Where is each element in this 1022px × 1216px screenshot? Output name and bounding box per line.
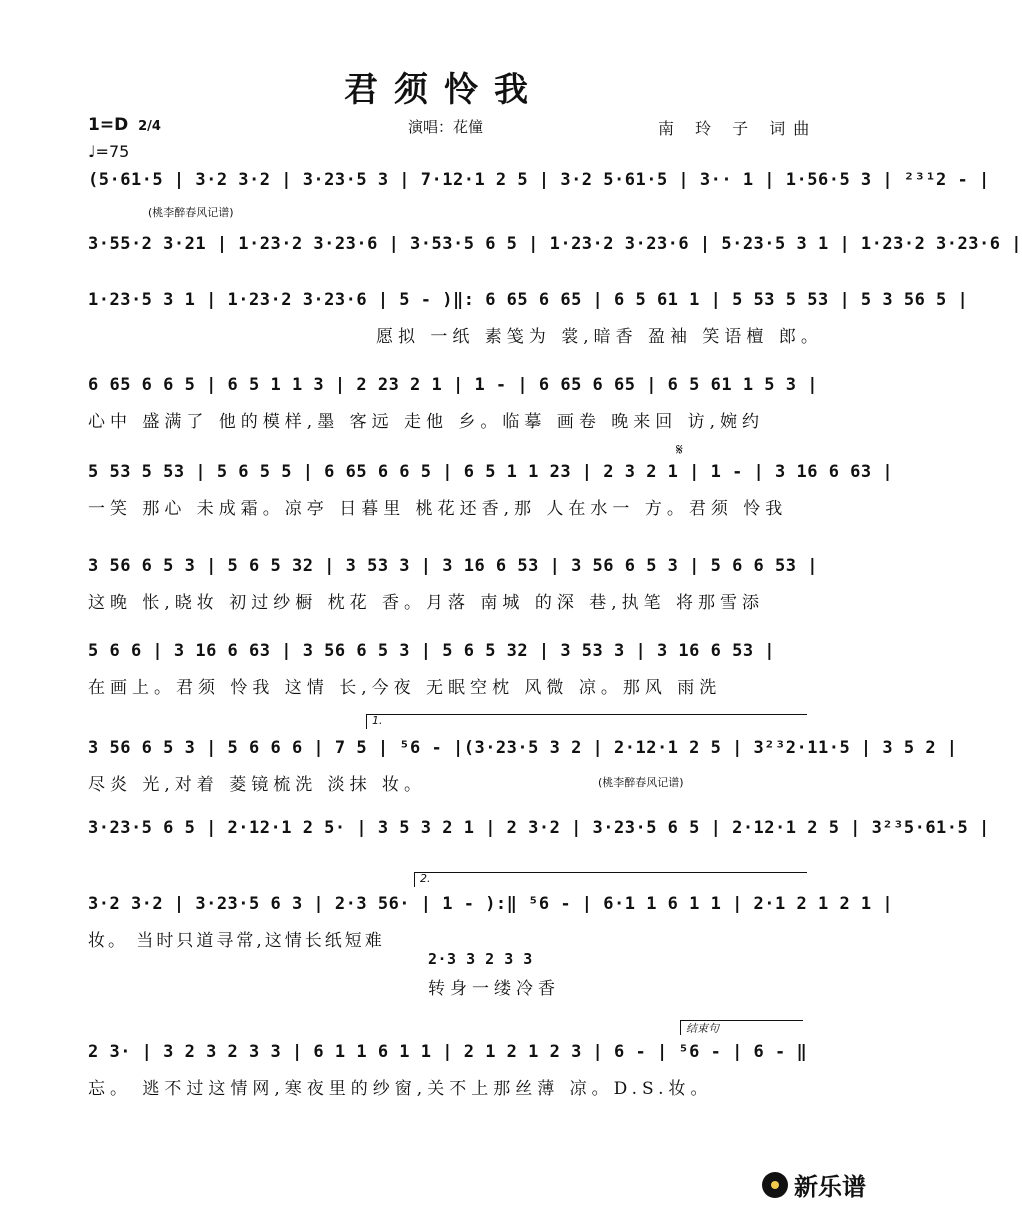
score-system-5 <box>88 440 894 522</box>
lyric-line: 一笑 那心 未成霜。凉亭 日暮里 桃花还香,那 人在水一 方。君须 怜我 <box>88 499 788 519</box>
notation-line: 3 56 6 5 3 | 5 6 5 32 | 3 53 3 | 3 16 6 53 | 3 56 6 5 3 | 5 6 6 53 | <box>88 556 818 576</box>
lyric-line: 尽炎 光,对着 菱镜梳洗 淡抹 妆。 <box>88 775 427 795</box>
notation-line: 3·2 3·2 | 3·23·5 6 3 | 2·3 56· | 1 - ):‖ ⁵6 - | 6·1 1 6 1 1 | 2·1 2 1 2 1 | <box>88 894 894 914</box>
volta-bracket-2 <box>414 872 807 887</box>
volta-label-1: 1. <box>372 714 383 727</box>
transcriber-note: (桃李醉春风记谱) <box>598 776 684 789</box>
page-title: 君须怜我 <box>344 70 544 110</box>
lyric-line: 心中 盛满了 他的模样,墨 客远 走他 乡。临摹 画卷 晚来回 访,婉约 <box>88 412 765 432</box>
score-system-10 <box>88 872 894 999</box>
score-system-6 <box>88 556 818 616</box>
lyric-line: 在画上。君须 怜我 这情 长,今夜 无眠空枕 风微 凉。那风 雨洗 <box>88 678 722 698</box>
score-system-3 <box>88 290 969 350</box>
ending-label: 结束句 <box>686 1022 719 1035</box>
notation-line: 5 6 6 | 3 16 6 63 | 3 56 6 5 3 | 5 6 5 32 | 3 53 3 | 3 16 6 53 | <box>88 641 776 661</box>
notation-line: 3 56 6 5 3 | 5 6 6 6 | 7 5 | ⁵6 - |(3·23·5 3 2 | 2·12·1 2 5 | 3²³2·11·5 | 3 5 2 | <box>88 738 958 758</box>
notation-line: 6 65 6 6 5 | 6 5 1 1 3 | 2 23 2 1 | 1 - | 6 65 6 65 | 6 5 61 1 5 3 | <box>88 375 818 395</box>
notation-line: (5·61·5 | 3·2 3·2 | 3·23·5 3 | 7·12·1 2 5 | 3·2 5·61·5 | 3·· 1 | 1·56·5 3 | ²³¹2 - | <box>88 170 990 190</box>
lyric-line: 忘。 逃不过这情网,寒夜里的纱窗,关不上那丝薄 凉。D.S.妆。 <box>88 1079 713 1099</box>
logo-text: 新乐谱 <box>794 1173 866 1201</box>
score-system-2 <box>88 234 1022 274</box>
time-signature: 2/4 <box>138 119 161 134</box>
score-system-7 <box>88 641 808 701</box>
volta-label-2: 2. <box>420 872 431 885</box>
score-system-1 <box>88 170 990 222</box>
tempo-marking: ♩=75 <box>88 142 130 161</box>
lyric-line: 妆。 当时只道寻常,这情长纸短难 <box>88 931 385 951</box>
lyric-line: 这晚 怅,晓妆 初过纱橱 枕花 香。月落 南城 的深 巷,执笔 将那雪添 <box>88 593 765 613</box>
notation-line: 5 53 5 53 | 5 6 5 5 | 6 65 6 6 5 | 6 5 1 1 23 | 2 3 2 1 | 1 - | 3 16 6 63 | <box>88 462 894 482</box>
score-system-8 <box>88 714 958 798</box>
notation-line-alt: 2·3 3 2 3 3 <box>428 950 533 968</box>
singer-credit: 演唱：花僮 <box>408 118 484 136</box>
volta-bracket-1 <box>366 714 807 729</box>
score-system-4 <box>88 375 818 435</box>
notation-line: 2 3· | 3 2 3 2 3 3 | 6 1 1 6 1 1 | 2 1 2 1 2 3 | 6 - | ⁵6 - | 6 - ‖ <box>88 1042 808 1062</box>
vinyl-record-icon <box>762 1172 788 1198</box>
lyric-line-alt: 转身一缕冷香 <box>428 979 560 999</box>
notation-line: 3·23·5 6 5 | 2·12·1 2 5· | 3 5 3 2 1 | 2 3·2 | 3·23·5 6 5 | 2·12·1 2 5 | 3²³5·61·5 | <box>88 818 990 838</box>
score-system-9 <box>88 818 990 858</box>
transcriber-note: (桃李醉春风记谱) <box>148 206 234 219</box>
author-credit: 南 玲 子 词曲 <box>658 119 818 138</box>
segno-sign: 𝄋 <box>676 440 683 459</box>
notation-line: 3·55·2 3·21 | 1·23·2 3·23·6 | 3·53·5 6 5 | 1·23·2 3·23·6 | 5·23·5 3 1 | 1·23·2 3·23·6 | <box>88 234 1022 254</box>
notation-line: 1·23·5 3 1 | 1·23·2 3·23·6 | 5 - )‖: 6 65 6 65 | 6 5 61 1 | 5 53 5 53 | 5 3 56 5 | <box>88 290 969 310</box>
score-system-11 <box>88 1022 808 1102</box>
site-logo <box>762 1167 866 1202</box>
lyric-line: 愿拟 一纸 素笺为 裳,暗香 盈袖 笑语檀 郎。 <box>376 327 823 347</box>
key-signature: 1=D 2/4 <box>88 115 161 135</box>
